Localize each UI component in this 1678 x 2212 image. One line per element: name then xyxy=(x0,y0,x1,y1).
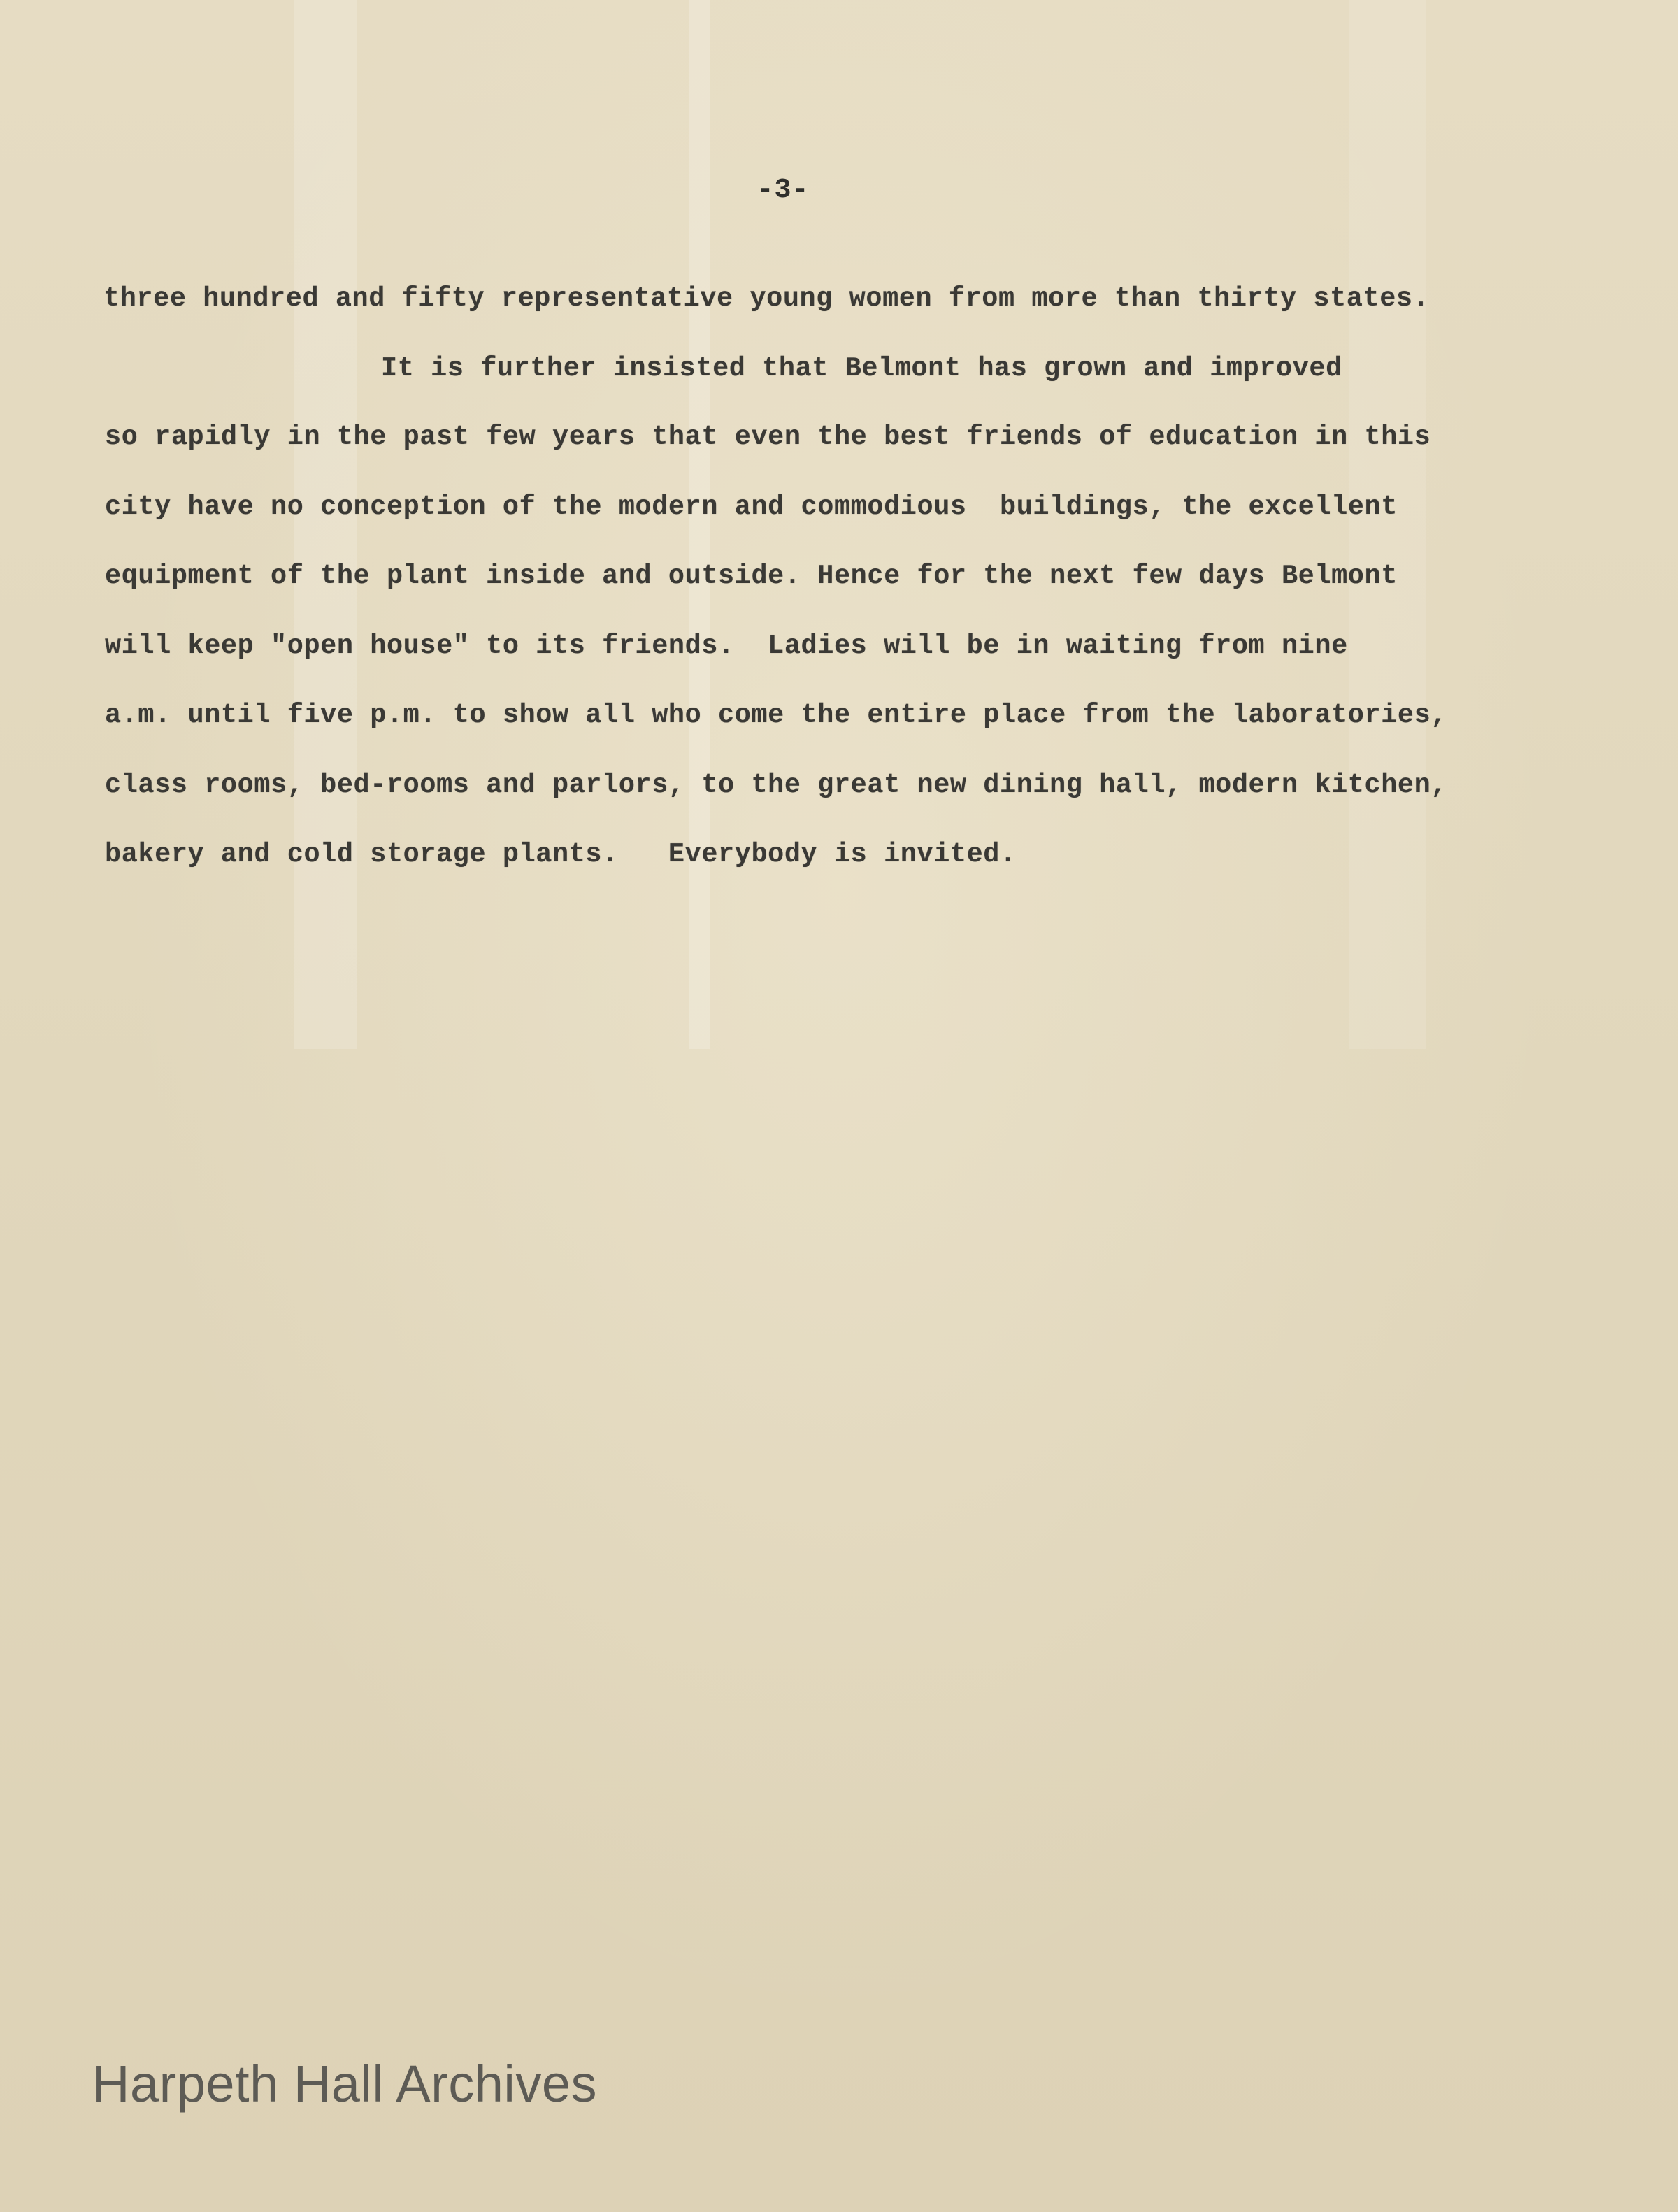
paper-streak xyxy=(1349,0,1426,1049)
archive-watermark: Harpeth Hall Archives xyxy=(92,2055,598,2113)
text-line: bakery and cold storage plants. Everybody is invited. xyxy=(105,839,1017,870)
paper-streak xyxy=(294,0,357,1049)
text-line: so rapidly in the past few years that even the best friends of education in this xyxy=(105,422,1431,452)
text-line: three hundred and fifty representative young women from more than thirty states. xyxy=(103,283,1430,314)
paper-streak xyxy=(689,0,710,1049)
page-number: -3- xyxy=(756,175,810,206)
text-line: class rooms, bed-rooms and parlors, to the great new dining hall, modern kitchen, xyxy=(105,770,1448,800)
text-line: will keep "open house" to its friends. Ladies will be in waiting from nine xyxy=(105,631,1348,661)
text-line: It is further insisted that Belmont has grown and improved xyxy=(381,353,1342,384)
text-line: a.m. until five p.m. to show all who come the entire place from the laboratories, xyxy=(105,700,1448,731)
text-line: city have no conception of the modern and commodious buildings, the excellent xyxy=(105,491,1398,522)
text-line: equipment of the plant inside and outside. Hence for the next few days Belmont xyxy=(105,561,1398,591)
